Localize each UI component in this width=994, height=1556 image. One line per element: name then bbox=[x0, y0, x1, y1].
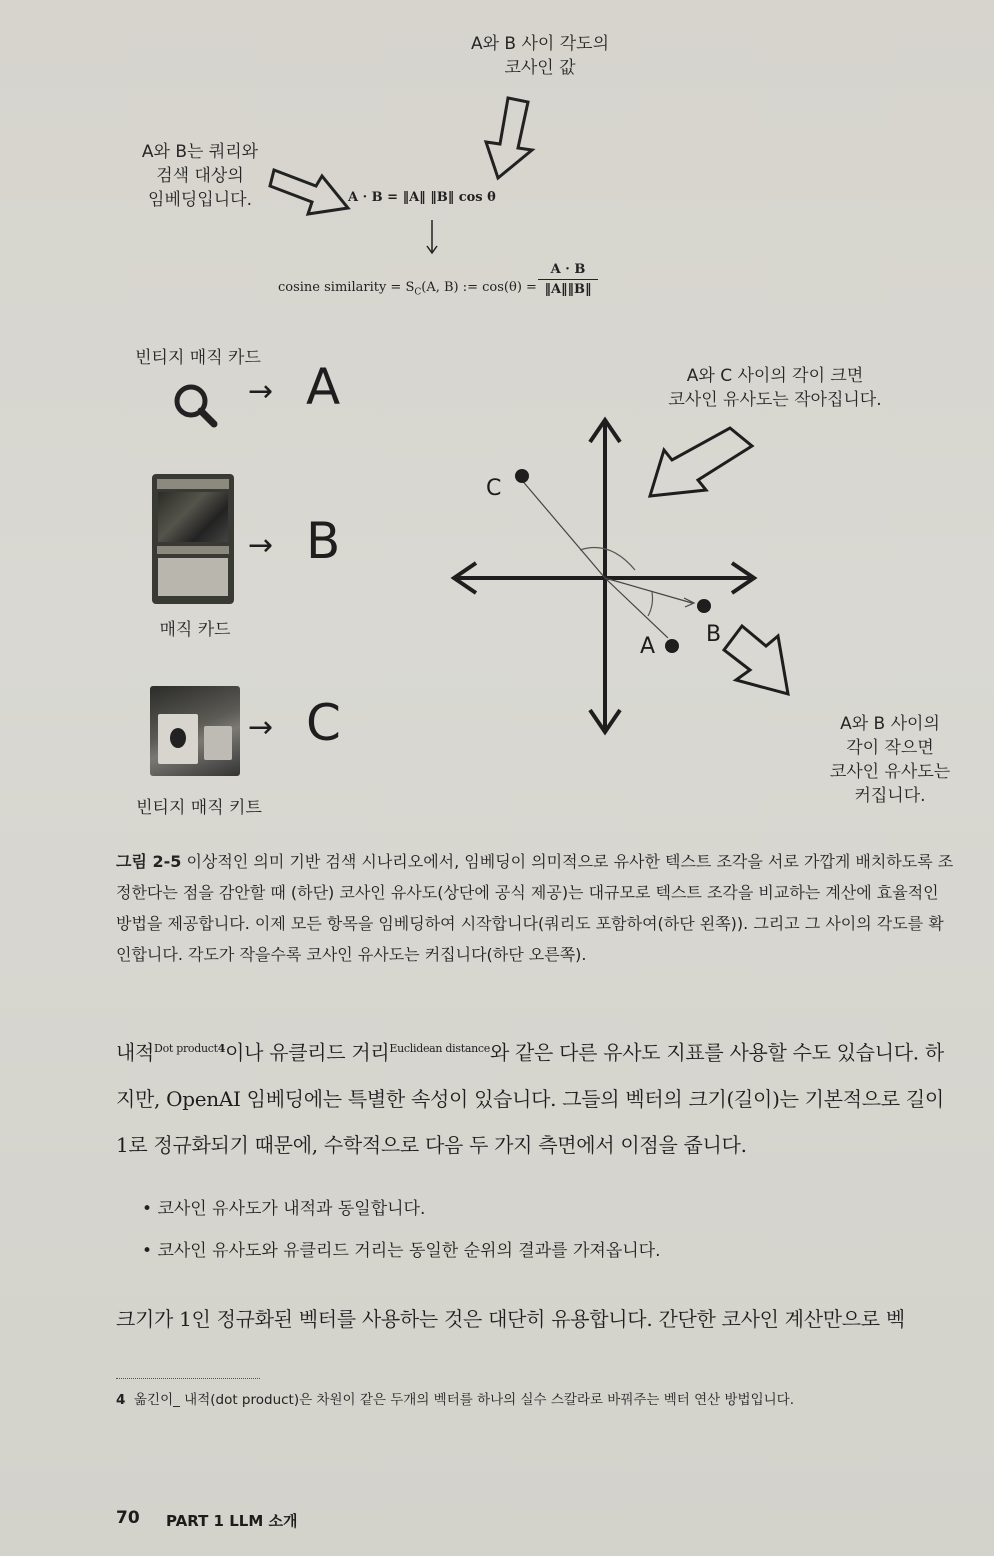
point-b-label: B bbox=[706, 622, 722, 647]
vector-space-diagram bbox=[440, 400, 860, 750]
hollow-down-arrow-icon bbox=[486, 98, 532, 178]
item-c-arrow: → bbox=[248, 710, 274, 745]
hollow-arrow-small-angle-icon bbox=[724, 626, 788, 694]
search-icon bbox=[170, 380, 222, 430]
point-a-label: A bbox=[640, 634, 656, 659]
hollow-right-arrow-icon bbox=[270, 170, 348, 214]
item-b-label: 매직 카드 bbox=[159, 620, 231, 640]
figure-number: 그림 2-5 bbox=[116, 852, 182, 871]
item-b-arrow: → bbox=[248, 528, 274, 563]
magic-kit-image bbox=[150, 686, 240, 776]
point-c-label: C bbox=[486, 476, 502, 501]
figure-caption bbox=[116, 846, 958, 970]
point-c bbox=[515, 469, 529, 483]
formula-cosine: cosine similarity = $S_C(A$, B) := cos(θ) = bbox=[278, 280, 537, 298]
caption-text: 이상적인 의미 기반 검색 시나리오에서, 임베딩이 의미적으로 유사한 텍스트 조각을 서로 가깝게 배치하도록 조정한다는 점을 감안할 때 (하단) 코사인 유사도(상단에 공식 제공)는 대규모로 텍스트 조각을 비교하는 계산에 효율적인 방법을 제공합니다. 이제 모든 항목을 임베딩하여 시작합니다(쿼리도 포함하여(하단 왼쪽)). 그리고 그 사이의 각도를 확인합니다. 각도가 작을수록 코사인 유사도는 커집니다(하단 오른쪽). bbox=[116, 852, 954, 964]
body-paragraph-2: 크기가 1인 정규화된 벡터를 사용하는 것은 대단히 유용합니다. 간단한 코사인 계산만으로 벡 bbox=[116, 1307, 905, 1331]
hollow-arrow-large-angle-icon bbox=[650, 428, 752, 496]
angle-arc-ab bbox=[648, 592, 653, 616]
item-b-letter: B bbox=[306, 512, 341, 570]
item-c-letter: C bbox=[306, 694, 341, 752]
vector-c bbox=[520, 478, 605, 578]
page-number: 70 bbox=[116, 1508, 140, 1528]
footnote-divider bbox=[116, 1378, 260, 1379]
large-angle-label: A와 C 사이의 각이 크면 코사인 유사도는 작아집니다. bbox=[668, 366, 882, 410]
item-a-label: 빈티지 매직 카드 bbox=[135, 348, 261, 368]
cos-value-label: A와 B 사이 각도의 코사인 값 bbox=[470, 34, 610, 78]
bullet-item-1: • 코사인 유사도가 내적과 동일합니다. bbox=[142, 1199, 426, 1219]
section-title: PART 1 LLM 소개 bbox=[166, 1512, 298, 1530]
point-b bbox=[697, 599, 711, 613]
point-a bbox=[665, 639, 679, 653]
formula-down-arrow-icon bbox=[424, 218, 440, 258]
formula-pointer-arrows bbox=[260, 90, 560, 230]
formula-main: A · B = ‖A‖ ‖B‖ cos θ bbox=[348, 190, 496, 205]
body-paragraph-1: 내적$^{Dot product4}$이나 유클리드 거리$^{Euclidean distance}$와 같은 다른 유사도 지표를 사용할 수도 있습니다. 하지만, OpenAI 임베딩에는 특별한 속성이 있습니다. 그들의 벡터의 크기(길이)는 기본적으로 길이 1로 정규화되기 때문에, 수학적으로 다음 두 가지 측면에서 이점을 줍니다. bbox=[116, 1040, 944, 1157]
small-angle-label: A와 B 사이의 각이 작으면 코사인 유사도는 커집니다. bbox=[829, 714, 951, 806]
item-c-label: 빈티지 매직 키트 bbox=[136, 798, 262, 818]
formula-fraction: A · B ‖A‖‖B‖ bbox=[538, 262, 598, 297]
item-a-letter: A bbox=[306, 358, 341, 416]
footnote: 4 옮긴이_ 내적(dot product)은 차원이 같은 두개의 벡터를 하나의 실수 스칼라로 바꿔주는 벡터 연산 방법입니다. bbox=[116, 1392, 795, 1408]
item-a-arrow: → bbox=[248, 374, 274, 409]
magic-card-image bbox=[152, 474, 234, 604]
bullet-item-2: • 코사인 유사도와 유클리드 거리는 동일한 순위의 결과를 가져옵니다. bbox=[142, 1241, 661, 1261]
query-embedding-label: A와 B는 쿼리와 검색 대상의 임베딩입니다. bbox=[141, 142, 259, 210]
